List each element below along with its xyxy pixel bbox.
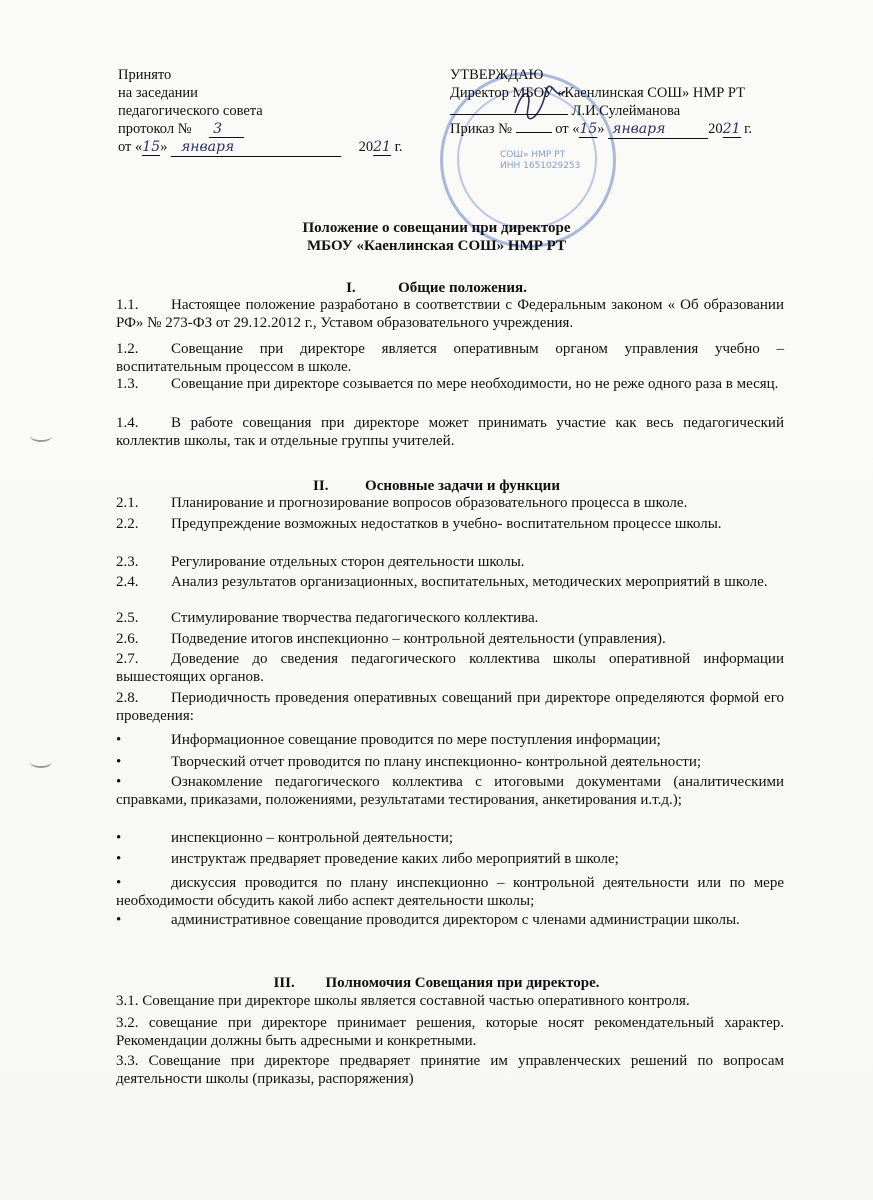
date-day: 15 [579,121,598,137]
bullet-symbol: • [116,754,122,770]
order-label: Приказ № [450,121,512,137]
list-item [116,341,784,376]
bullet-symbol: • [116,774,122,790]
date-year-prefix: 20 [358,139,374,155]
paragraph: 3.1. Совещание при директоре школы является составной частью оперативного контроля. [116,993,690,1009]
paragraph: 3.3. Совещание при директоре предваряет принятие им управленческих решений по вопросам деятельности школы (приказы, распоряжения) [116,1053,784,1087]
bullet-symbol: • [116,912,122,928]
section-title: Полномочия Совещания при директоре. [325,975,600,991]
director-name: Л.И.Сулейманова [571,103,681,119]
item-text: Творческий отчет проводится по плану инспекционно- контрольной деятельности; [171,754,702,770]
date-year-prefix: 20 [708,121,723,137]
item-text: инструктаж предваряет проведение каких либо мероприятий в школе; [171,851,619,867]
item-text: инспекционно – контрольной деятельности; [171,830,454,846]
director-title: Директор МБОУ «Каенлинская СОШ» НМР РТ [450,85,746,101]
item-number: 2.1. [116,495,139,511]
item-number: 2.7. [116,651,139,667]
date-prefix: от « [118,139,143,155]
section-title: Общие положения. [398,280,527,296]
date-mid: » [597,121,605,137]
order-date-line [450,120,752,138]
item-text: административное совещание проводится директором с членами администрации школы. [171,912,740,928]
approval-block-left [118,66,403,156]
approve-label: УТВЕРЖДАЮ [450,67,544,83]
bullet-item [116,754,784,772]
punch-hole-mark [30,430,52,442]
item-text: Стимулирование творчества педагогического коллектива. [171,610,539,626]
paragraph: 3.2. совещание при директоре принимает решения, которые носят рекомендательный характер. Рекомендации должны быть адресными и конкретными. [116,1015,784,1049]
item-text: Настоящее положение разработано в соответствии с Федеральным законом « Об образовании РФ» № 273-ФЗ от 29.12.2012 г., Уставом образовательного учреждения. [116,297,784,331]
item-text: Периодичность проведения оперативных совещаний при директоре определяются формой его проведения: [116,690,784,724]
approval-block-right [450,66,752,138]
item-text: Доведение до сведения педагогического коллектива школы оперативной информации вышестоящих органов. [116,651,784,685]
item-text: Информационное совещание проводится по мере поступления информации; [171,732,661,748]
list-item [116,651,784,686]
bullet-item [116,912,784,930]
item-text: дискуссия проводится по плану инспекционно – контрольной деятельности или по мере необходимости обсудить какой либо аспект деятельности школы; [116,875,784,909]
section-number: I. [346,280,356,296]
bullet-item [116,875,784,910]
seal-text [500,150,580,172]
title-line-1: Положение о совещании при директоре [302,220,571,236]
list-item [116,574,784,592]
accepted-label: Принято [118,67,172,83]
section-number: III. [273,975,295,991]
list-item [116,690,784,725]
protocol-line [118,120,403,138]
item-number: 2.4. [116,574,139,590]
seal-text-sub: СОШ» НМР РТ [500,150,566,160]
list-item [116,610,784,628]
bullet-symbol: • [116,851,122,867]
bullet-item [116,830,784,848]
item-number: 1.2. [116,341,139,357]
section-heading-3 [0,974,873,992]
bullet-symbol: • [116,732,122,748]
bullet-item [116,851,784,869]
item-text: Совещание при директоре созывается по мере необходимости, но не реже одного раза в месяц. [171,376,779,392]
council-label: педагогического совета [118,103,263,119]
list-item [116,415,784,450]
list-item [116,376,784,394]
item-text: Анализ результатов организационных, воспитательных, методических мероприятий в школе. [171,574,768,590]
protocol-number: 3 [209,121,244,138]
list-item [116,631,784,649]
director-name-line [450,102,752,120]
item-number: 1.4. [116,415,139,431]
date-year: 21 [373,139,391,155]
item-text: Совещание при директоре является оперативным органом управления учебно – воспитательным процессом в школе. [116,341,784,375]
item-text: Ознакомление педагогического коллектива с итоговыми документами (аналитическими справками, приказами, положениями, результатами тестирования, анкетирования и.т.д.); [116,774,784,808]
date-mid: » [160,139,168,155]
item-text: Подведение итогов инспекционно – контрольной деятельности (управления). [171,631,666,647]
punch-hole-mark [30,756,52,768]
date-month: января [171,138,341,157]
bullet-symbol: • [116,830,122,846]
list-item [116,297,784,332]
date-line-left [118,138,403,156]
bullet-item [116,732,784,750]
date-suffix: г. [394,139,403,155]
date-suffix: г. [744,121,753,137]
protocol-label: протокол № [118,121,192,137]
item-number: 2.5. [116,610,139,626]
section-heading-2 [0,477,873,495]
title-line-2: МБОУ «Каенлинская СОШ» НМР РТ [307,238,566,254]
item-text: Предупреждение возможных недостатков в учебно- воспитательном процессе школы. [171,516,722,532]
section-number: II. [313,478,329,494]
meeting-label: на заседании [118,85,198,101]
date-day: 15 [142,139,161,155]
item-number: 1.3. [116,376,139,392]
item-text: Планирование и прогнозирование вопросов образовательного процесса в школе. [171,495,688,511]
bullet-item [116,774,784,809]
bullet-symbol: • [116,875,122,891]
document-title [0,219,873,255]
section-heading-1 [0,279,873,297]
item-number: 1.1. [116,297,139,313]
seal-text-inn: ИНН 1651029253 [500,161,581,171]
date-prefix: от « [555,121,580,137]
list-item [116,495,784,513]
item-text: Регулирование отдельных сторон деятельности школы. [171,554,525,570]
item-number: 2.3. [116,554,139,570]
item-text: В работе совещания при директоре может принимать участие как весь педагогический коллектив школы, так и отдельные группы учителей. [116,415,784,449]
date-month: января [608,120,708,139]
item-number: 2.8. [116,690,139,706]
section-title: Основные задачи и функции [365,478,560,494]
item-number: 2.6. [116,631,139,647]
item-number: 2.2. [116,516,139,532]
list-item [116,516,784,534]
date-year: 21 [722,121,741,137]
list-item [116,554,784,572]
